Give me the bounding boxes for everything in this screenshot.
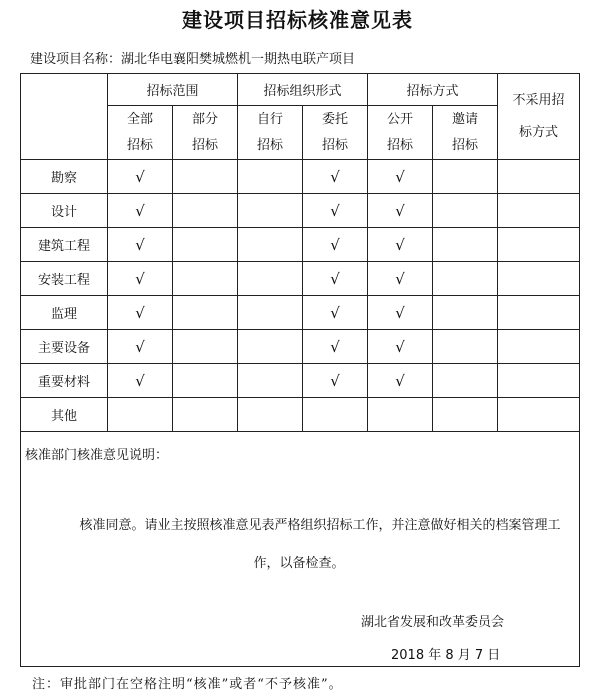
empty-cell: [498, 228, 580, 262]
notes-heading: 核准部门核准意见说明：: [25, 448, 169, 463]
row-label: 安装工程: [21, 262, 108, 296]
footnote: 注：审批部门在空格注明“核准”或者“不予核准”。: [32, 677, 343, 692]
empty-cell: [173, 364, 238, 398]
check-mark: √: [368, 160, 433, 194]
empty-cell: [173, 398, 238, 432]
empty-cell: [238, 398, 303, 432]
project-name: 建设项目名称：湖北华电襄阳樊城燃机一期热电联产项目: [30, 52, 356, 67]
row-label: 勘察: [21, 160, 108, 194]
table-body: [21, 160, 580, 432]
empty-cell: [108, 398, 173, 432]
check-mark: √: [303, 364, 368, 398]
check-mark: √: [368, 330, 433, 364]
check-mark: √: [108, 160, 173, 194]
empty-cell: [238, 228, 303, 262]
check-mark: √: [108, 364, 173, 398]
empty-cell: [238, 262, 303, 296]
subheader-self: 自行招标: [238, 106, 303, 160]
table-row: [21, 398, 580, 432]
check-mark: √: [303, 262, 368, 296]
empty-cell: [238, 330, 303, 364]
empty-cell: [433, 194, 498, 228]
page-title: 建设项目招标核准意见表: [182, 8, 413, 32]
empty-cell: [303, 398, 368, 432]
table-row: [21, 194, 580, 228]
check-mark: √: [368, 194, 433, 228]
row-label: 建筑工程: [21, 228, 108, 262]
check-mark: √: [303, 194, 368, 228]
header-no-tender: [498, 74, 580, 160]
empty-cell: [368, 398, 433, 432]
empty-cell: [498, 194, 580, 228]
check-mark: √: [108, 330, 173, 364]
empty-cell: [173, 194, 238, 228]
empty-cell: [238, 160, 303, 194]
empty-cell: [433, 262, 498, 296]
empty-cell: [433, 398, 498, 432]
empty-cell: [498, 364, 580, 398]
table-row: [21, 262, 580, 296]
empty-cell: [433, 296, 498, 330]
empty-cell: [238, 194, 303, 228]
empty-cell: [238, 296, 303, 330]
empty-cell: [498, 296, 580, 330]
table-row: [21, 228, 580, 262]
header-org-form: 招标组织形式: [238, 74, 368, 106]
header-method: 招标方式: [368, 74, 498, 106]
row-label: 设计: [21, 194, 108, 228]
subheader-public: 公开招标: [368, 106, 433, 160]
empty-cell: [433, 160, 498, 194]
empty-cell: [498, 330, 580, 364]
table-row: [21, 364, 580, 398]
check-mark: √: [368, 364, 433, 398]
empty-cell: [498, 398, 580, 432]
check-mark: √: [368, 228, 433, 262]
approval-notes: [21, 432, 580, 667]
check-mark: √: [303, 330, 368, 364]
notes-body: 核准同意。请业主按照核准意见表严格组织招标工作，并注意做好相关的档案管理工作，以备检查。: [79, 518, 561, 571]
empty-cell: [433, 330, 498, 364]
empty-cell: [238, 364, 303, 398]
row-label: 主要设备: [21, 330, 108, 364]
check-mark: √: [368, 262, 433, 296]
approval-date: 2018 年 8 月 7 日: [391, 648, 501, 663]
table-row: [21, 330, 580, 364]
check-mark: √: [108, 296, 173, 330]
subheader-invited: 邀请招标: [433, 106, 498, 160]
empty-cell: [498, 160, 580, 194]
header-no-tender-label: 不采用招标方式: [512, 92, 565, 140]
check-mark: √: [303, 228, 368, 262]
empty-cell: [173, 330, 238, 364]
empty-cell: [173, 228, 238, 262]
approving-organization: 湖北省发展和改革委员会: [361, 615, 505, 630]
check-mark: √: [368, 296, 433, 330]
subheader-partial: 部分招标: [173, 106, 238, 160]
corner-cell: [21, 74, 108, 160]
empty-cell: [433, 228, 498, 262]
empty-cell: [498, 262, 580, 296]
header-scope: 招标范围: [108, 74, 238, 106]
check-mark: √: [303, 296, 368, 330]
table-row: [21, 160, 580, 194]
check-mark: √: [108, 194, 173, 228]
check-mark: √: [108, 228, 173, 262]
subheader-entrusted: 委托招标: [303, 106, 368, 160]
empty-cell: [173, 160, 238, 194]
row-label: 重要材料: [21, 364, 108, 398]
row-label: 监理: [21, 296, 108, 330]
check-mark: √: [108, 262, 173, 296]
table-row: [21, 296, 580, 330]
approval-table: [20, 73, 580, 667]
empty-cell: [173, 262, 238, 296]
empty-cell: [433, 364, 498, 398]
check-mark: √: [303, 160, 368, 194]
subheader-full: 全部招标: [108, 106, 173, 160]
row-label: 其他: [21, 398, 108, 432]
empty-cell: [173, 296, 238, 330]
